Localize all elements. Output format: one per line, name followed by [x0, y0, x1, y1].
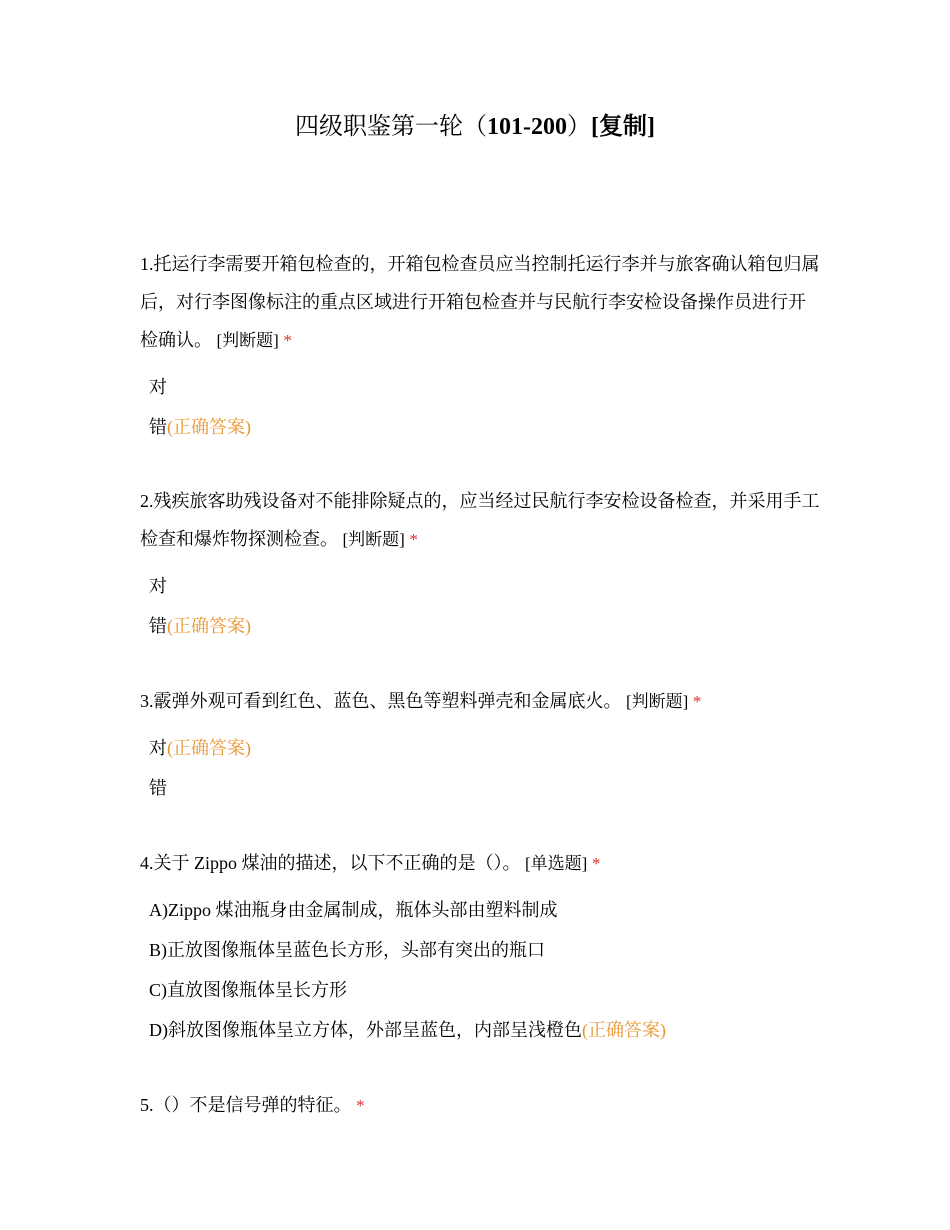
question-type: [单选题] [525, 854, 588, 873]
required-mark: * [409, 530, 418, 549]
question-stem: 2.残疾旅客助残设备对不能排除疑点的，应当经过民航行李安检设备检查，并采用手工检查和爆炸物探测检查。 [140, 491, 820, 549]
question-type: [判断题] [216, 331, 279, 350]
title-range: 101-200 [487, 114, 567, 140]
question-type: [判断题] [626, 692, 689, 711]
option-true[interactable] [149, 728, 820, 768]
option-c[interactable] [149, 970, 820, 1010]
question-stem: 5.（）不是信号弹的特征。 [140, 1095, 352, 1115]
correct-answer-tag: (正确答案) [582, 1020, 666, 1040]
question-text [140, 245, 820, 360]
question-stem: 4.关于 Zippo 煤油的描述，以下不正确的是（）。 [140, 853, 521, 873]
title-main: 四级职鉴第一轮（ [295, 114, 487, 140]
title-copy-tag: [复制] [591, 114, 655, 140]
option-true[interactable] [149, 566, 820, 606]
correct-answer-tag: (正确答案) [167, 417, 251, 437]
option-label: A)Zippo 煤油瓶身由金属制成，瓶体头部由塑料制成 [149, 900, 558, 920]
required-mark: * [692, 692, 702, 711]
question-3 [140, 682, 820, 808]
question-1 [140, 245, 820, 447]
question-2 [140, 482, 820, 646]
option-label: 错 [149, 616, 167, 636]
option-false[interactable] [149, 407, 820, 447]
required-mark: * [591, 854, 601, 873]
question-5 [140, 1086, 820, 1125]
option-label: 对 [149, 377, 167, 397]
option-label: 对 [149, 576, 167, 596]
question-type: [判断题] [342, 530, 405, 549]
option-list [140, 890, 820, 1050]
option-a[interactable] [149, 890, 820, 930]
option-label: C)直放图像瓶体呈长方形 [149, 980, 347, 1000]
required-mark: * [283, 331, 292, 350]
question-text [140, 682, 820, 721]
option-list [140, 367, 820, 447]
option-label: D)斜放图像瓶体呈立方体，外部呈蓝色，内部呈浅橙色 [149, 1020, 582, 1040]
option-false[interactable] [149, 768, 820, 808]
option-list [140, 566, 820, 646]
correct-answer-tag: (正确答案) [167, 738, 251, 758]
question-4 [140, 844, 820, 1050]
title-close: ） [567, 114, 591, 140]
question-text [140, 844, 820, 883]
option-label: 对 [149, 738, 167, 758]
question-stem: 3.霰弹外观可看到红色、蓝色、黑色等塑料弹壳和金属底火。 [140, 691, 622, 711]
page-title [0, 110, 950, 144]
option-label: 错 [149, 417, 167, 437]
option-true[interactable] [149, 367, 820, 407]
option-label: 错 [149, 778, 167, 798]
option-b[interactable] [149, 930, 820, 970]
correct-answer-tag: (正确答案) [167, 616, 251, 636]
question-stem: 1.托运行李需要开箱包检查的，开箱包检查员应当控制托运行李并与旅客确认箱包归属后，对行李图像标注的重点区域进行开箱包检查并与民航行李安检设备操作员进行开检确认。 [140, 254, 820, 350]
required-mark: * [356, 1096, 365, 1115]
option-label: B)正放图像瓶体呈蓝色长方形，头部有突出的瓶口 [149, 940, 545, 960]
question-text [140, 482, 820, 559]
option-list [140, 728, 820, 808]
question-text [140, 1086, 820, 1125]
option-false[interactable] [149, 606, 820, 646]
option-d[interactable] [149, 1010, 820, 1050]
